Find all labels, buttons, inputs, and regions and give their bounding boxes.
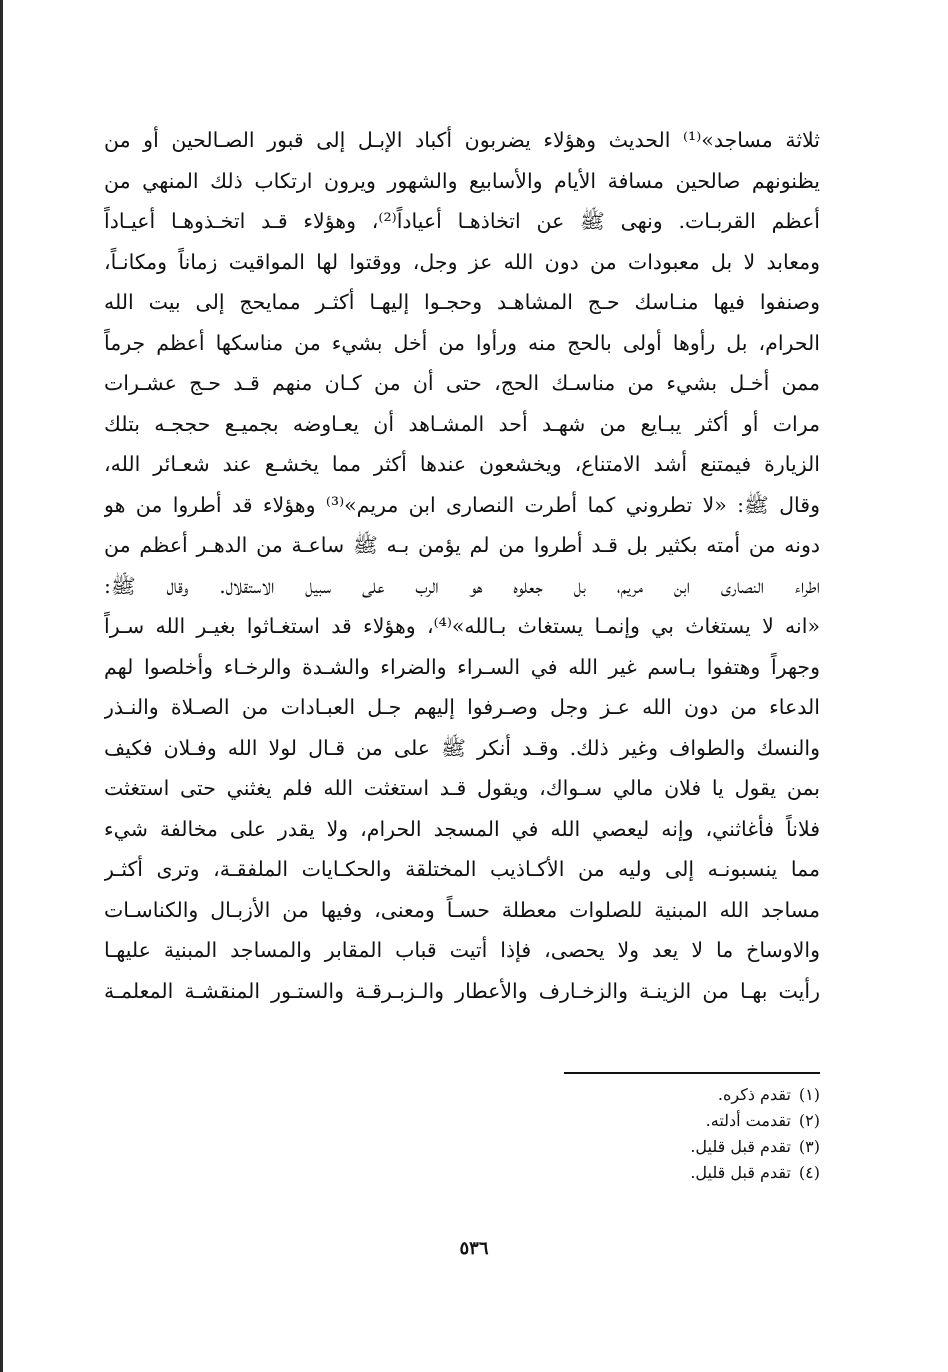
footnote-text: تقدم قبل قليل. (690, 1163, 791, 1182)
text-line: والنسك والطواف وغير ذلك. وقـد أنكر ﷺ على من قـال لولا الله وفـلان فكيف (104, 735, 820, 760)
footnote-item (520, 1082, 820, 1108)
text-line: وصنفوا فيها منـاسك حـج المشاهـد وحجـوا إليهـا أكثـر ممايحج إلى بيت الله (104, 290, 820, 314)
text-line: فلاناً فأغاثني، وإنه ليعصي الله في المسجد الحرام، ولا يقدر على مخالفة شيء (104, 816, 820, 841)
footnote-number: (١) (798, 1085, 820, 1104)
text-line: وجهراً وهتفوا بـاسم غير الله في السـراء والضراء والشـدة والرخـاء وأخلصوا لهم (104, 654, 820, 679)
text-line: «انه لا يستغاث بي وإنمـا يستغاث بـالله»⁽⁴⁾، وهؤلاء قد استغـاثوا بغيـر الله سـراً (104, 614, 820, 638)
text-line: الزيارة فيمتنع أشد الامتناع، ويخشعون عندها أكثر مما يخشـع عند شعـائر الله، (104, 452, 820, 476)
text-line: والاوساخ ما لا يعد ولا يحصى، فإذا أتيت قباب المقابر والمساجد المبنية عليهـا (104, 938, 820, 962)
text-line: بمن يقول يا فلان مالي سـواك، ويقول قـد استغثت الله فلم يغثني حتى استغثت (104, 776, 820, 800)
text-line: ومعابد لا بل معبودات من دون الله عز وجل، ووقتوا لها المواقيت زماناً ومكانـاً، (104, 249, 820, 274)
footnote-separator (564, 1072, 820, 1074)
text-line: مرات أو أكثر يبـايع من شهـد أحد المشـاهد أن يعـاوضه بجميـع حججـه بتلك (104, 411, 820, 436)
footnote-item (520, 1134, 820, 1160)
text-line: اطراء النصارى ابن مريم، بل جعلوه هو الرب على سبيل الاستقلال. وقال ﷺ: (104, 573, 820, 598)
page-number: ٥٣٦ (459, 1238, 489, 1259)
text-line: أعظم القربـات. ونهى ﷺ عن اتخاذهـا أعياداً⁽²⁾، وهؤلاء قـد اتخـذوهـا أعيـاداً (104, 209, 820, 233)
footnote-text: تقدم ذكره. (717, 1085, 791, 1104)
text-line: يظنونهم صالحين مسافة الأيام والأسابيع والشهور ويرون ارتكاب ذلك المنهي من (104, 168, 820, 193)
footnote-number: (٣) (798, 1137, 820, 1156)
footnote-number: (٢) (798, 1111, 820, 1130)
text-line: مما ينسبونـه إلى وليه من الأكـاذيب المختلقة والحكـايات الملفقـة، وترى أكثـر (104, 857, 820, 881)
text-line: مساجد الله المبنية للصلوات معطلة حسـاً ومعنى، وفيها من الأزبـال والكناسـات (104, 897, 820, 922)
footnotes (520, 1082, 820, 1186)
scan-edge (0, 0, 3, 1372)
footnote-item (520, 1160, 820, 1186)
text-line: وقال ﷺ: «لا تطروني كما أطرت النصارى ابن مريم»⁽³⁾ وهؤلاء قد أطروا من هو (104, 492, 820, 517)
footnote-number: (٤) (798, 1163, 820, 1182)
text-line: الدعاء من دون الله عـز وجل وصـرفوا إليهم جـل العبـادات من الصـلاة والنـذر (104, 695, 820, 719)
page-body (104, 120, 820, 1011)
text-line: دونه من أمته بكثير بل قـد أطروا من لم يؤمن بـه ﷺ ساعـة من الدهـر أعظم من (104, 533, 820, 557)
text-line: ممن أخـل بشيء من مناسـك الحج، حتى أن من كـان منهم قـد حـج عشـرات (104, 371, 820, 395)
footnote-item (520, 1108, 820, 1134)
text-line: ثلاثة مساجد»⁽¹⁾ الحديث وهؤلاء يضربون أكباد الإبـل إلى قبور الصـالحين أو من (104, 128, 820, 152)
text-line: رأيت بهـا من الزينـة والزخـارف والأعطار والـزبـرقـة والستـور المنقشـة المعلمـة (104, 978, 820, 1003)
footnote-text: تقدمت أدلته. (705, 1111, 791, 1130)
body-text (104, 120, 820, 1011)
text-line: الحرام، بل رأوها أولى بالحج منه ورأوا من أخل بشيء من مناسكها أعظم جرماً (104, 330, 820, 355)
footnote-text: تقدم قبل قليل. (690, 1137, 791, 1156)
